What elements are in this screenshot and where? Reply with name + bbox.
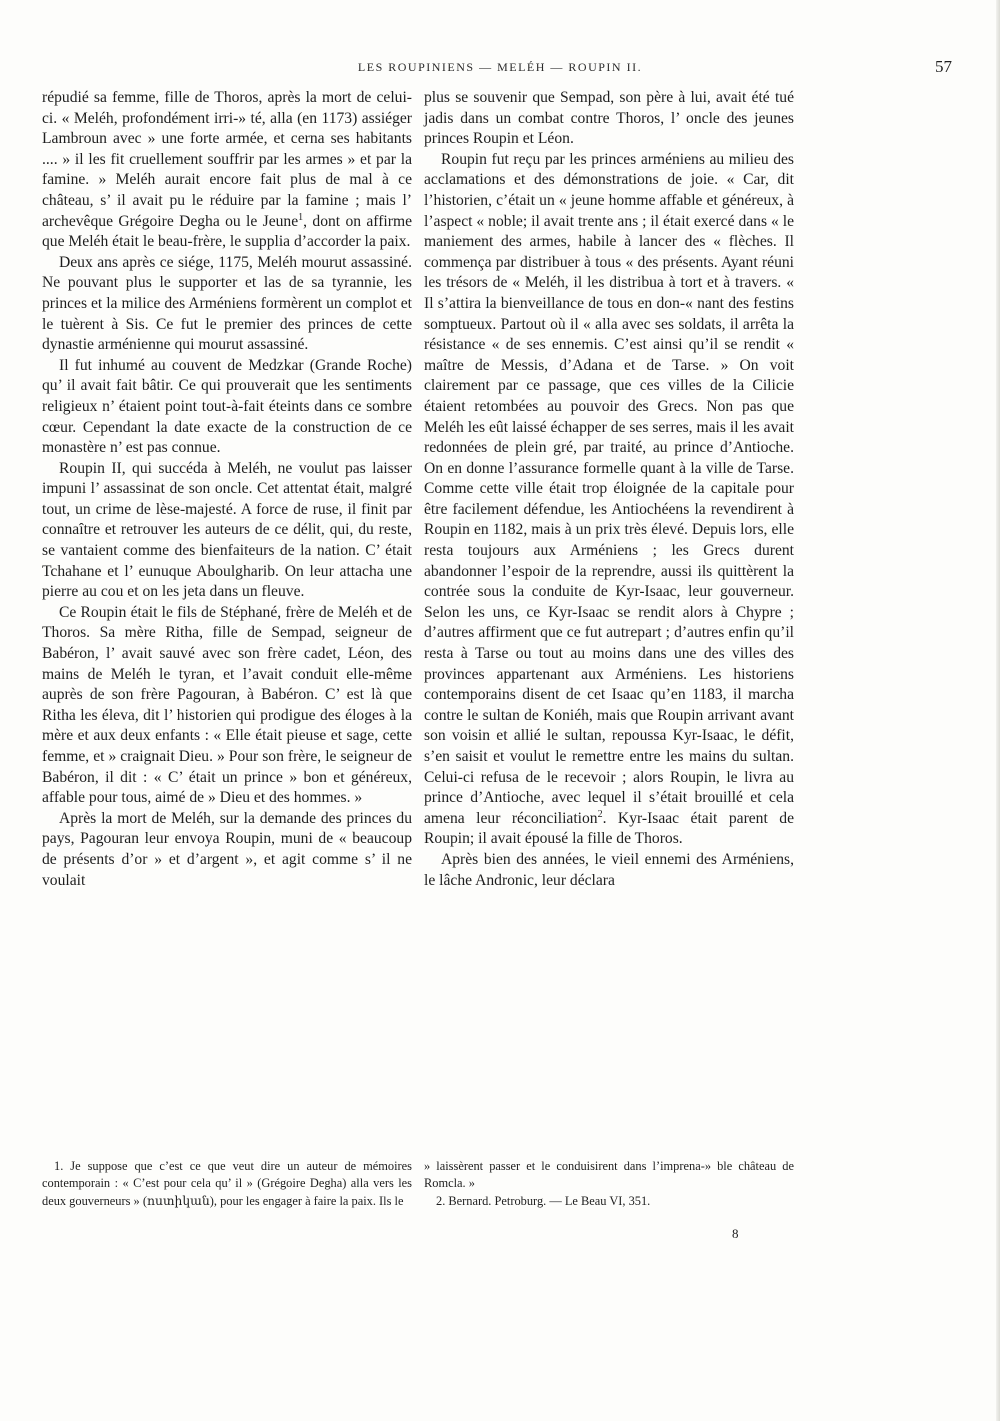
footnote-marker: 2	[597, 808, 603, 820]
footnote-marker: 1	[298, 211, 304, 223]
paragraph-text: répudié sa femme, fille de Thoros, après la mort de celui-ci. « Meléh, profondément irri-» té, alla (en 1173) assiéger Lambroun avec » une forte armée, et cerna ses habitants .... » il les fit cruellement souffrir par les armes » et par la famine. » Meléh aurait encore fait plus de mal à ce château, s’ il avait pu le réduire par la famine ; mais l’ archevêque Grégoire Degha ou le Jeune	[42, 89, 412, 230]
footnotes-right	[424, 1158, 794, 1210]
paragraph: Il fut inhumé au couvent de Medzkar (Grande Roche) qu’ il avait fait bâtir. Ce qui prouverait que les sentiments religieux n’ étaient point tout-à-fait éteints dans ce sombre cœur. Cependant la date exacte de la construction de ce monastère n’ est pas connue.	[42, 356, 412, 457]
paragraph: Deux ans après ce siége, 1175, Meléh mourut assassiné. Ne pouvant plus le supporter et las de sa tyrannie, les princes et la milice des Arméniens formèrent un complot et le tuèrent à Sis. Ce fut le premier des princes de cette dynastie arménienne qui mourut assassiné.	[42, 253, 412, 354]
footnote-1: 1. Je suppose que c’est ce que veut dire un auteur de mémoires contemporain : « C’est pour cela qu’ il » (Grégoire Degha) alla vers les deux gouverneurs » (ոստիկան), pour les engager à faire la paix. Ils le	[42, 1159, 412, 1208]
paragraph-text: Roupin fut reçu par les princes arméniens au milieu des acclamations et des démonstrations de joie. « Car, dit l’historien, c’était un « jeune homme affable et généreux, à l’aspect « noble; il avait trente ans ; il était exercé dans « le maniement des armes, habile à lancer des « flèches. Il commença par distribuer à tous « des présents. Ayant réuni les trésors de « Meléh, il les distribua à tort et à travers. « Il s’attira la bienveillance de tous en don-« nant des festins somptueux. Partout où il « alla avec ses soldats, il arrêta la résistance « de ses ennemis. C’est ainsi qu’il se rendit « maître de Messis, d’Adana et de Tarse. » On voit clairement par ce passage, que ces villes de la Cilicie étaient retombées au pouvoir des Grecs. Non pas que Meléh les eût laissé échapper de ses serres, mais il les avait redonnées de plein gré, par traité, au prince d’Antioche. On en donne l’assurance formelle quant à la ville de Tarse. Comme cette ville était trop éloignée de la capitale pour être facilement défendue, les Antiochéens la revendirent à Roupin en 1182, mais à un prix très élevé. Depuis lors, elle resta toujours aux Arméniens ; les Grecs durent abandonner l’espoir de la reprendre, aussi ils quittèrent la contrée sous la conduite de Kyr-Isaac, leur gouverneur. Selon les uns, ce Kyr-Isaac se rendit alors à Chypre ; d’autres affirment que ce fut autrepart ; d’autres enfin qu’il resta à Tarse ou tout au moins dans une des villes des provinces appartenant aux Arméniens. Les historiens contemporains disent de cet Isaac qu’en 1183, il marcha contre le sultan de Koniéh, mais que Roupin arrivant avant son voisin et allié le sultan, repoussa Kyr-Isaac, le défit, s’en saisit et voulut le remettre entre les mains du sultan. Celui-ci refusa de le recevoir ; alors Roupin, le livra au prince d’Antioche, avec lequel il s’était brouillé et cela amena leur réconciliation	[424, 150, 794, 827]
right-column	[424, 88, 794, 891]
page-number: 57	[935, 57, 952, 76]
paragraph: Ce Roupin était le fils de Stéphané, frère de Meléh et de Thoros. Sa mère Ritha, fille de Sempad, seigneur de Babéron, l’ avait sauvé avec son frère cadet, Léon, des mains de Meléh le tyran, et l’avait conduit elle-même auprès de son frère Pagouran, à Babéron. C’ est là que Ritha les éleva, dit l’ historien qui prodigue des éloges à la mère et aux deux enfants : « Elle était pieuse et sage, cette femme, et » craignait Dieu. » Pour son frère, le seigneur de Babéron, il dit : « C’ était un prince » bon et généreux, affable pour tous, aimé de » Dieu et des hommes. »	[42, 603, 412, 807]
footnote-2: 2. Bernard. Petroburg. — Le Beau VI, 351.	[436, 1193, 651, 1208]
paragraph-text: . Kyr-Isaac était parent de Roupin; il avait épousé la fille de Thoros.	[424, 809, 794, 848]
left-column	[42, 88, 412, 891]
footnotes-left	[42, 1158, 412, 1210]
scan-edge	[996, 0, 1000, 1421]
paragraph: plus se souvenir que Sempad, son père à lui, avait été tué jadis dans un combat contre Thoros, l’ oncle des jeunes princes Roupin et Léon.	[424, 89, 794, 148]
signature-mark: 8	[732, 1226, 739, 1241]
paragraph	[424, 150, 794, 850]
running-head	[40, 57, 960, 80]
footnote-1-continued: » laissèrent passer et le conduisirent dans l’imprena-» ble château de Romcla. »	[424, 1159, 794, 1191]
running-title: LES ROUPINIENS — MELÉH — ROUPIN II.	[357, 60, 643, 74]
paragraph-text: , dont on affirme que Meléh était le beau-frère, le supplia d’accorder la paix.	[42, 212, 412, 251]
paragraph: Après bien des années, le vieil ennemi des Arméniens, le lâche Andronic, leur déclara	[424, 850, 794, 889]
paragraph: Roupin II, qui succéda à Meléh, ne voulut pas laisser impuni l’ assassinat de son oncle. Cet attentat était, malgré tout, un crime de lèse-majesté. A force de ruse, il finit par connaître et retrouver les auteurs de ce délit, qui, du reste, se vantaient comme des bienfaiteurs de la nation. C’ était Tchahane et l’ eunuque Aboulgharib. On leur attacha une pierre au cou et on les jeta dans un fleuve.	[42, 459, 412, 601]
paragraph: Après la mort de Meléh, sur la demande des princes du pays, Pagouran leur envoya Roupin, muni de « beaucoup de présents d’or » et d’argent », et agit comme s’ il ne voulait	[42, 809, 412, 889]
paragraph	[42, 88, 412, 253]
